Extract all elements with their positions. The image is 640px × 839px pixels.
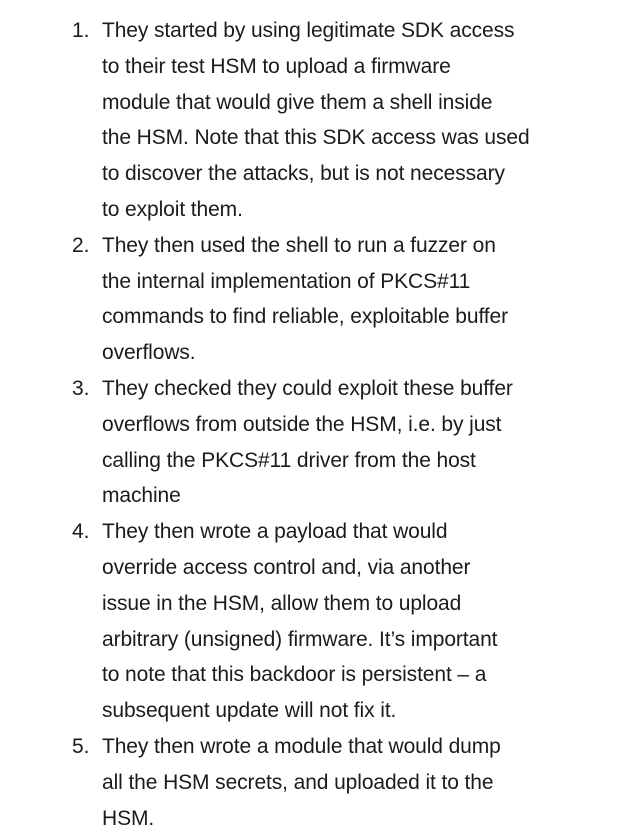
list-item	[0, 729, 640, 836]
list-item	[0, 514, 640, 729]
list-item	[0, 371, 640, 514]
step-text: They then wrote a payload that would override access control and, via another issue in the HSM, allow them to upload arbitrary (unsigned) firmware. It’s important to note that this backdoor is persistent – a subsequent update will not fix it.	[102, 520, 498, 723]
step-number: 5.	[72, 734, 90, 758]
step-text: They then used the shell to run a fuzzer on the internal implementation of PKCS#11 commands to find reliable, exploitable buffer overflows.	[102, 233, 509, 365]
list-item	[0, 228, 640, 371]
step-number: 3.	[72, 376, 90, 400]
step-number: 2.	[72, 233, 90, 257]
list-item	[0, 13, 640, 228]
step-number: 1.	[72, 19, 90, 42]
step-number: 4.	[72, 520, 90, 544]
step-text: They then wrote a module that would dump all the HSM secrets, and uploaded it to the HSM.	[102, 734, 501, 830]
step-text: They checked they could exploit these buffer overflows from outside the HSM, i.e. by just calling the PKCS#11 driver from the host machine	[102, 376, 513, 508]
step-text: They started by using legitimate SDK access to their test HSM to upload a firmware module that would give them a shell inside the HSM. Note that this SDK access was used to discover the attacks, but is not necessary to exploit them.	[102, 19, 530, 221]
numbered-step-list	[0, 13, 640, 836]
